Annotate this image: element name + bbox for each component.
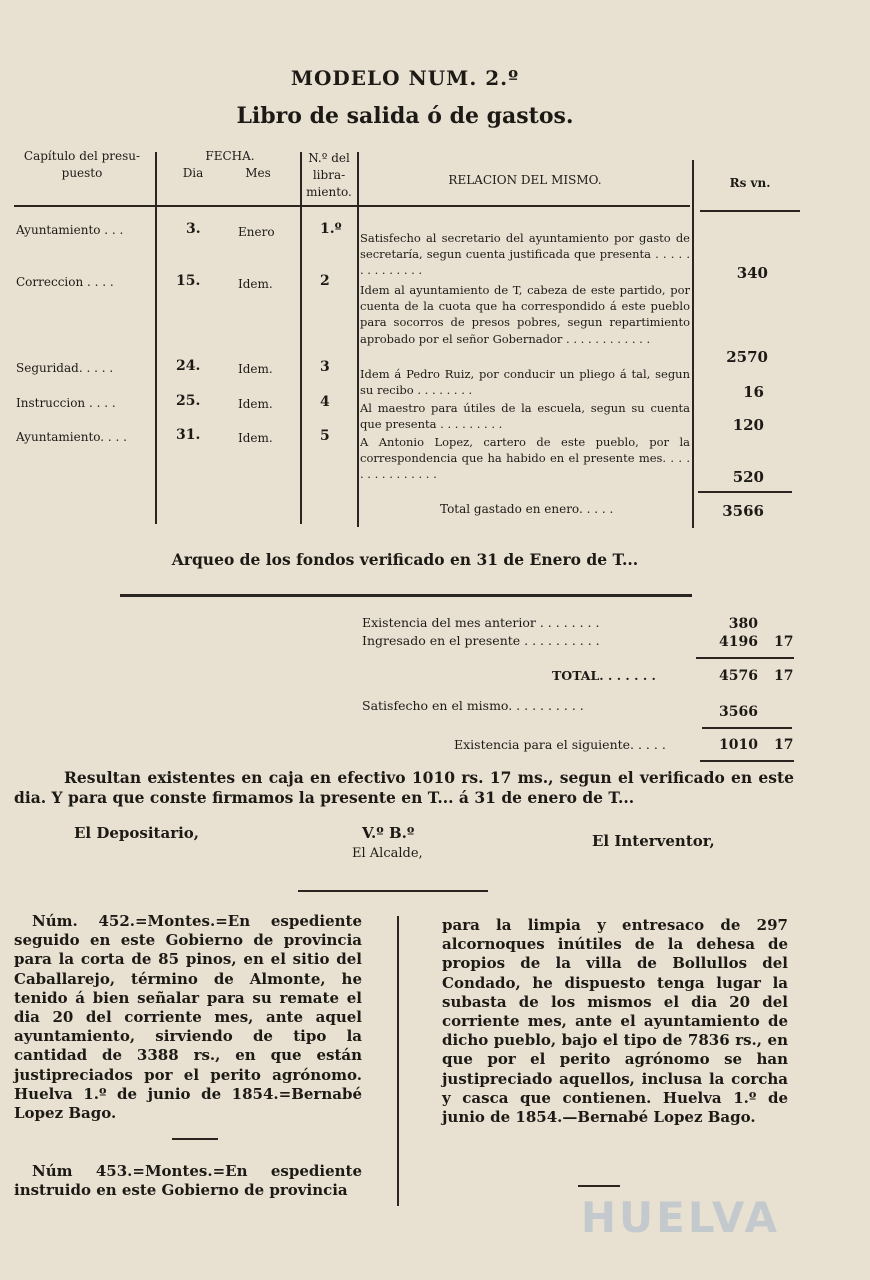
- sum-rule: [700, 760, 794, 762]
- row-num: 4: [320, 394, 330, 410]
- col-header-fecha: FECHA.: [205, 149, 255, 163]
- satisfecho-value: 3566: [719, 704, 758, 720]
- row-relacion: Satisfecho al secretario del ayuntamiento por gasto de secretaría, segun cuenta justificada que presenta . . . . . . . . . . . . . .: [360, 231, 690, 278]
- col-header-relacion: RELACION DEL MISMO.: [448, 173, 602, 187]
- row-relacion: Idem á Pedro Ruiz, por conducir un pliego á tal, segun su recibo . . . . . . . .: [360, 367, 690, 398]
- col-header-dia: Dia: [182, 166, 204, 180]
- ingresado-ms: 17: [774, 634, 794, 650]
- anuncio-453-start: Núm 453.=Montes.=En espediente instruido en este Gobierno de provincia: [14, 1162, 362, 1200]
- row-mes: Idem.: [238, 277, 273, 291]
- row-mes: Idem.: [238, 431, 273, 445]
- satisfecho-label: Satisfecho en el mismo. . . . . . . . . .: [362, 698, 584, 713]
- header-rule-rs: [700, 210, 800, 212]
- row-num: 5: [320, 428, 330, 444]
- col-divider: [300, 152, 302, 524]
- row-capitulo: Instruccion . . . .: [16, 396, 116, 410]
- sum-rule: [698, 491, 792, 493]
- row-dia: 31.: [176, 427, 201, 443]
- row-capitulo: Ayuntamiento. . . .: [16, 430, 127, 444]
- row-capitulo: Correccion . . . .: [16, 275, 114, 289]
- row-capitulo: Ayuntamiento . . .: [16, 223, 124, 237]
- row-amount: 340: [736, 264, 768, 282]
- col-header-rs: Rs vn.: [729, 176, 771, 190]
- ingresado-label: Ingresado en el presente . . . . . . . . . .: [362, 633, 600, 648]
- sum-rule: [696, 657, 794, 659]
- firma-depositario: El Depositario,: [74, 824, 200, 842]
- anuncio-453-continuacion: para la limpia y entresaco de 297 alcornoques inútiles de la dehesa de propios de la villa de Bollullos del Condado, he dispuesto tenga lugar la subasta de los mismos el dia 20 del corriente mes, ante el ayuntamiento de dicho pueblo, bajo el tipo de 7836 rs., en que por el perito agrónomo se han justipreciado aquellos, inclusa la corcha y casca que contienen. Huelva 1.º de junio de 1854.—Bernabé Lopez Bago.: [442, 916, 788, 1127]
- row-dia: 3.: [186, 221, 201, 237]
- model-title: MODELO NUM. 2.º: [290, 66, 520, 90]
- anuncio-452: Núm. 452.=Montes.=En espediente seguido en este Gobierno de provincia para la corta de 85 pinos, en el sitio del Caballarejo, término de Almonte, he tenido á bien señalar para su remate el dia 20 del corriente mes, ante aquel ayuntamiento, sirviendo de tipo la cantidad de 3388 rs., en que están justipreciados por el perito agrónomo. Huelva 1.º de junio de 1854.=Bernabé Lopez Bago.: [14, 912, 362, 1123]
- visto-bueno: V.º B.º: [362, 824, 415, 842]
- row-amount: 520: [732, 468, 764, 486]
- existencia-siguiente-ms: 17: [774, 737, 794, 753]
- row-mes: Idem.: [238, 397, 273, 411]
- row-num: 1.º: [320, 221, 342, 237]
- sum-rule: [702, 727, 792, 729]
- row-amount: 120: [732, 416, 764, 434]
- column-divider: [397, 916, 399, 1206]
- existencia-siguiente-label: Existencia para el siguiente. . . . .: [454, 737, 666, 752]
- row-amount: 16: [743, 383, 764, 401]
- row-relacion: Idem al ayuntamiento de T, cabeza de este partido, por cuenta de la cuota que ha correspondido á este pueblo para socorros de presos pobres, segun repartimiento aprobado por el señor Gobernador . . . . . . . . . . . .: [360, 283, 690, 346]
- total-gastado-value: 3566: [722, 502, 764, 520]
- arqueo-title: Arqueo de los fondos verificado en 31 de Enero de T...: [171, 550, 639, 569]
- col-header-capitulo: Capítulo del presu- puesto: [23, 149, 141, 180]
- firma-interventor: El Interventor,: [592, 832, 715, 850]
- row-relacion: A Antonio Lopez, cartero de este pueblo, por la correspondencia que ha habido en el presente mes. . . . . . . . . . . . . . .: [360, 435, 690, 482]
- short-divider: [172, 1138, 218, 1140]
- short-divider: [578, 1185, 620, 1187]
- row-num: 2: [320, 273, 330, 289]
- col-header-numero: N.º del libra- miento.: [306, 151, 352, 199]
- section-divider: [298, 890, 488, 892]
- row-relacion: Al maestro para útiles de la escuela, segun su cuenta que presenta . . . . . . . . .: [360, 401, 690, 432]
- header-rule: [14, 205, 690, 207]
- row-dia: 15.: [176, 273, 201, 289]
- ornament-rule: [120, 594, 692, 597]
- arqueo-total-ms: 17: [774, 668, 794, 684]
- col-header-mes: Mes: [245, 166, 271, 180]
- existencia-anterior-value: 380: [728, 616, 758, 632]
- total-gastado-label: Total gastado en enero. . . . .: [440, 502, 614, 516]
- resultado-paragraph: Resultan existentes en caja en efectivo 1010 rs. 17 ms., segun el verificado en este dia. Y para que conste firmamos la presente en T... á 31 de enero de T...: [14, 768, 794, 807]
- row-num: 3: [320, 359, 330, 375]
- arqueo-total-label: TOTAL. . . . . . .: [552, 668, 656, 683]
- col-divider: [692, 160, 694, 528]
- row-capitulo: Seguridad. . . . .: [16, 361, 114, 375]
- arqueo-total-value: 4576: [719, 668, 758, 684]
- col-divider: [357, 152, 359, 527]
- col-divider: [155, 152, 157, 524]
- firma-alcalde: El Alcalde,: [352, 846, 423, 861]
- row-dia: 24.: [176, 358, 201, 374]
- existencia-siguiente-value: 1010: [719, 737, 758, 753]
- row-mes: Idem.: [238, 362, 273, 376]
- row-dia: 25.: [176, 393, 201, 409]
- ingresado-value: 4196: [719, 634, 758, 650]
- book-title: Libro de salida ó de gastos.: [236, 103, 574, 129]
- existencia-anterior-label: Existencia del mes anterior . . . . . . . .: [362, 615, 600, 630]
- row-amount: 2570: [726, 348, 768, 366]
- archive-watermark: HUELVA: [580, 1193, 780, 1242]
- row-mes: Enero: [238, 225, 275, 239]
